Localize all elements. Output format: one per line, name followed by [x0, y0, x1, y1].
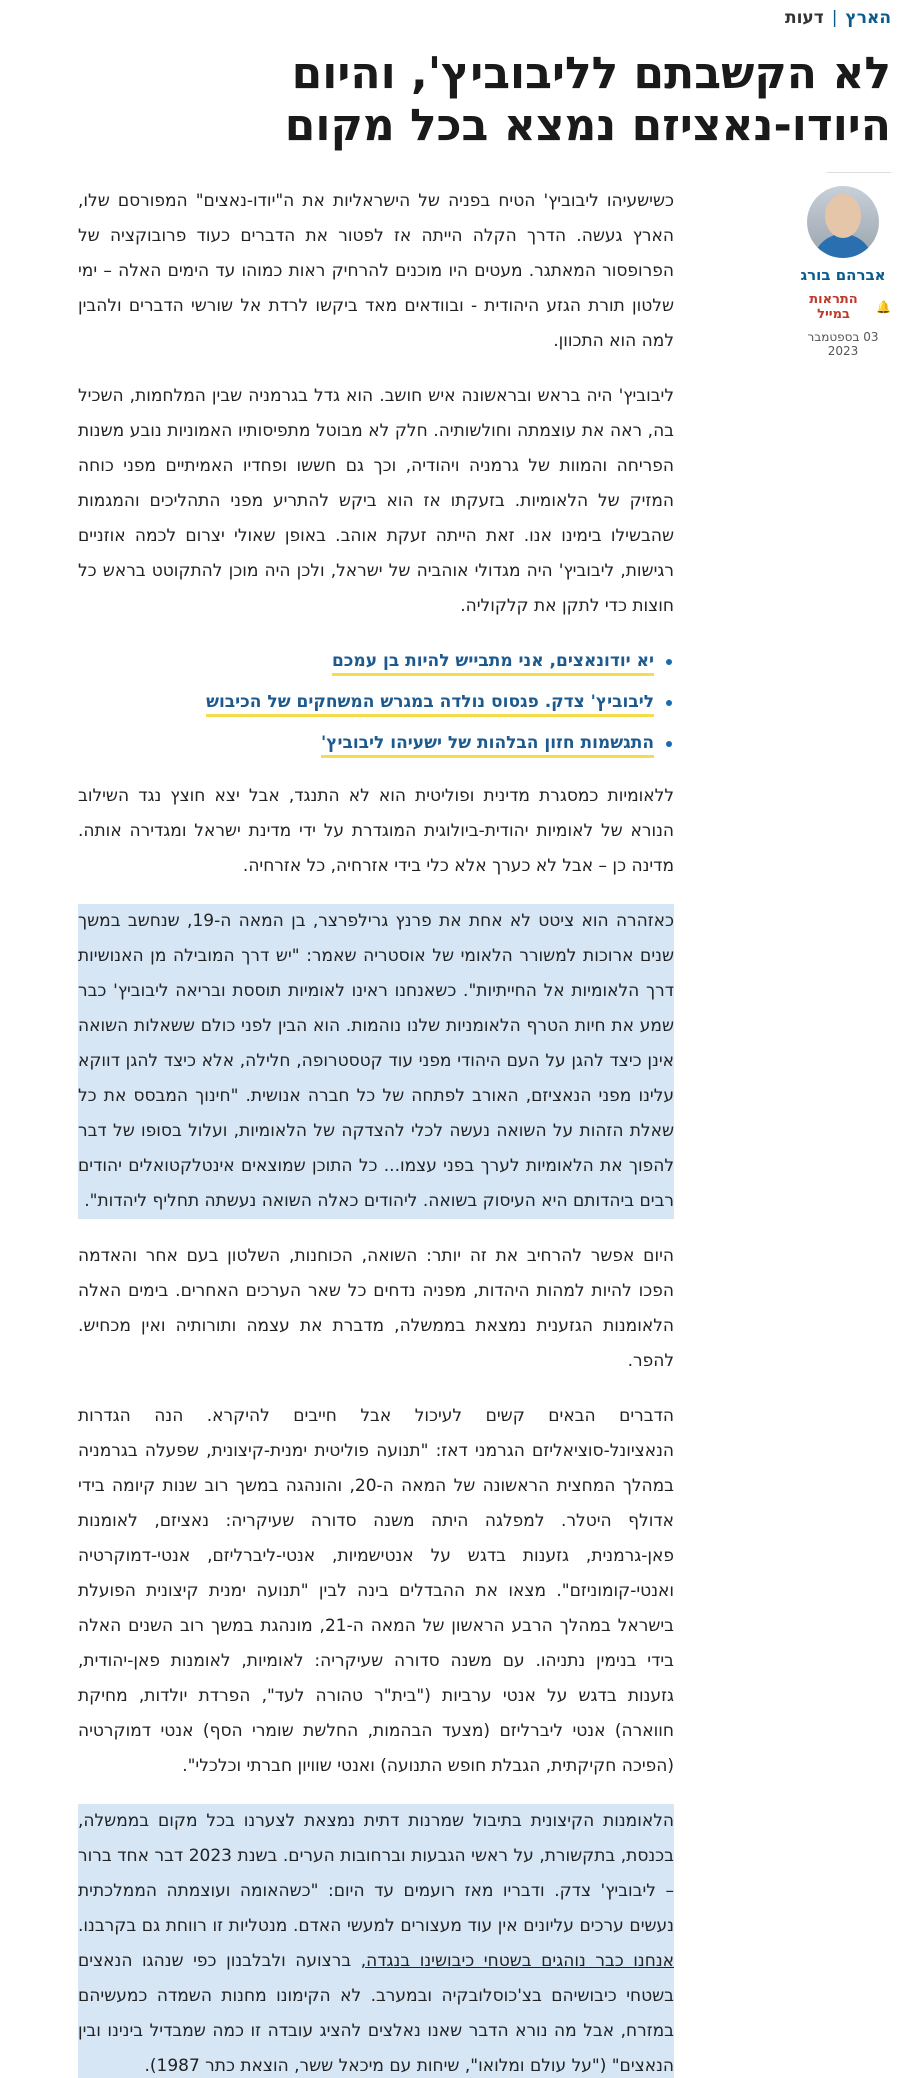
breadcrumb	[785, 8, 891, 28]
article-paragraph: היום אפשר להרחיב את זה יותר: השואה, הכוחנות, השלטון בעם אחר והאדמה הפכו להיות למהות היהדות, מפניה נדחים כל שאר הערכים האחרים. בימים האלה הלאומנות הגזענית נמצאת בממשלה, מדברת את עצמה ותורותיה ואין מכחיש. להפר.	[78, 1246, 674, 1371]
related-article-item	[78, 726, 674, 761]
publish-date: 03 בספטמבר 2023	[807, 330, 879, 358]
email-alerts-label: התראות במייל	[809, 292, 858, 322]
breadcrumb-separator: |	[831, 8, 838, 28]
bell-icon: 🔔	[876, 300, 891, 314]
related-article-link[interactable]: התגשמות חזון הבלהות של ישעיהו ליבוביץ'	[321, 733, 654, 758]
paragraph-text: הלאומנות הקיצונית בתיבול שמרנות דתית נמצאת לצערנו בכל מקום בממשלה, בכנסת, בתקשורת, על ראשי הגבעות וברחובות הערים. בשנת 2023 דבר אחד ברור – ליבוביץ' צדק. ודבריו מאז רועמים עד היום: "כשהאומה ועוצמתה הממלכתית נעשים ערכים עליונים אין עוד מעצורים למעשי האדם. מנטליות זו רווחת גם בקרבנו.	[78, 1811, 674, 1936]
article-paragraph: כשישעיהו ליבוביץ' הטיח בפניה של הישראליות את ה"יודו-נאצים" המפורסם שלו, הארץ געשה. הדרך הקלה הייתה אז לפטור את הדברים כעוד פרובוקציה של הפרופסור המאתגר. מעטים היו מוכנים להרחיק ראות כמוהו עד הימים האלה – ימי שלטון תורת הגזע היהודית - ובוודאים מאד ביקשו לרדת אל שורשי הדברים ולהבין למה הוא התכוון.	[78, 191, 674, 351]
highlighted-paragraph	[78, 1804, 674, 2078]
article-paragraph: הדברים הבאים קשים לעיכול אבל חייבים להיקרא. הנה הגדרות הנאציונל-סוציאליזם הגרמני דאז: "תנועה פוליטית ימנית-קיצונית, שפעלה בגרמניה במהלך המחצית הראשונה של המאה ה-20, והונהגה במשך רוב שנות קיומה בידי אדולף היטלר. למפלגה היתה משנה סדורה שעיקריה: נאציזם, לאומנות פאן-גרמנית, גזענות בדגש על אנטישמיות, אנטי-ליברליזם, אנטי-דמוקרטיה ואנטי-קומוניזם". מצאו את ההבדלים בינה לבין "תנועה ימנית קיצונית הפועלת בישראל במהלך הרבע הראשון של המאה ה-21, מונהגת במשך רוב השנים האלה בידי בנימין נתניהו. עם משנה סדורה שעיקריה: לאומיות, לאומנות פאן-יהודית, גזענות בדגש על אנטי ערביות ("בית"ר טהורה לעד", הפרדת יולדות, מחיקת חווארה) אנטי ליברליזם (מצעד הבהמות, החלשת שומרי הסף) אנטי דמוקרטיה (הפיכה חקיקתית, הגבלת חופש התנועה) ואנטי שוויון חברתי וכלכלי".	[78, 1406, 675, 1776]
email-alerts-button[interactable]	[795, 292, 891, 322]
highlighted-paragraph: כאזהרה הוא ציטט לא אחת את פרנץ גרילפרצר, בן המאה ה-19, שנחשב במשך שנים ארוכות למשורר הלאומי של אוסטריה שאמר: "יש דרך המובילה מן האנושיות דרך הלאומיות אל החייתיות". כשאנחנו ראינו לאומיות תוססת ובריאה ליבוביץ' כבר שמע את חיות הטרף הלאומניות שלנו נוהמות. הוא הבין לפני כולם ששאלות השואה אינן כיצד להגן על העם היהודי מפני עוד קטסטרופה, חלילה, אלא כיצד להגן דווקא עלינו מפני הנאציזם, האורב לפתחה של כל חברה אנושית. "חינוך המבסס את כל שאלת הזהות על השואה נעשה לכלי להצדקה של הלאומיות, ועלול בסופו של דבר להפוך את הלאומיות לערך בפני עצמו... כל התוכן שמוצאים אינטלקטואלים יהודים רבים ביהדותם היא העיסוק בשואה. ליהודים כאלה השואה נעשתה תחליף ליהדות".	[78, 904, 674, 1219]
breadcrumb-home-link[interactable]: הארץ	[845, 8, 891, 28]
author-box	[795, 186, 891, 358]
related-article-link[interactable]: ליבוביץ' צדק. פגסוס נולדה במגרש המשחקים של הכיבוש	[206, 692, 654, 717]
page-title: לא הקשבתם לליבוביץ', והיום היודו-נאציזם נמצא בכל מקום	[284, 48, 891, 151]
article-paragraph: ללאומיות כמסגרת מדינית ופוליטית הוא לא התנגד, אבל יצא חוצץ נגד השילוב הנורא של לאומיות יהודית-ביולוגית המוגדרת על ידי מדינת ישראל ומגדירה אותה. מדינה כן – אבל לא כערך אלא כלי בידי אזרחיה, כל אזרחיה.	[78, 786, 674, 876]
article-paragraph: ליבוביץ' היה בראש ובראשונה איש חושב. הוא גדל בגרמניה שבין המלחמות, השכיל בה, ראה את עוצמתה וחולשותיה. חלק לא מבוטל מתפיסותיו האמוניות נובע משנות הפריחה והמוות של גרמניה ויהודיה, וכך גם חששו ופחדיו האמיתיים מפני כוחה המזיק של הלאומיות. בזעקתו אז הוא ביקש להתריע מפני התהליכים והמגמות שהבשילו בימינו אנו. זאת הייתה זעקת אוהב. באופן שאולי יצרום לכמה אוזניים רגישות, ליבוביץ' היה מגדולי אוהביה של ישראל, ולכן היה מוכן להתקוטט בראש כל חוצות כדי לתקן את קלקוליה.	[78, 386, 674, 616]
related-article-item	[78, 644, 674, 679]
related-article-item	[78, 685, 674, 720]
author-name-link[interactable]: אברהם בורג	[800, 266, 886, 284]
underlined-text: אנחנו כבר נוהגים בשטחי כיבושינו בנגדה,	[360, 1951, 674, 1971]
divider	[827, 172, 891, 173]
breadcrumb-section-link[interactable]: דעות	[784, 8, 824, 28]
article-body	[78, 184, 674, 2078]
related-article-link[interactable]: יא יודונאצים, אני מתבייש להיות בן עמכם	[332, 651, 654, 676]
paragraph-text: ברצועה ולבלבנון כפי שנהגו הנאצים בשטחי כיבושיהם בצ'כוסלובקיה ובמערב. לא הקימונו מחנות השמדה כמעשיהם במזרח, אבל מה נורא הדבר שאנו נאלצים להציג עובדה זו כמה שמבדיל בינינו ובין הנאצים" ("על עולם ומלואו", שיחות עם מיכאל ששר, הוצאת כתר 1987).	[78, 1951, 674, 2076]
avatar[interactable]	[807, 186, 879, 258]
related-articles-list	[78, 644, 674, 761]
